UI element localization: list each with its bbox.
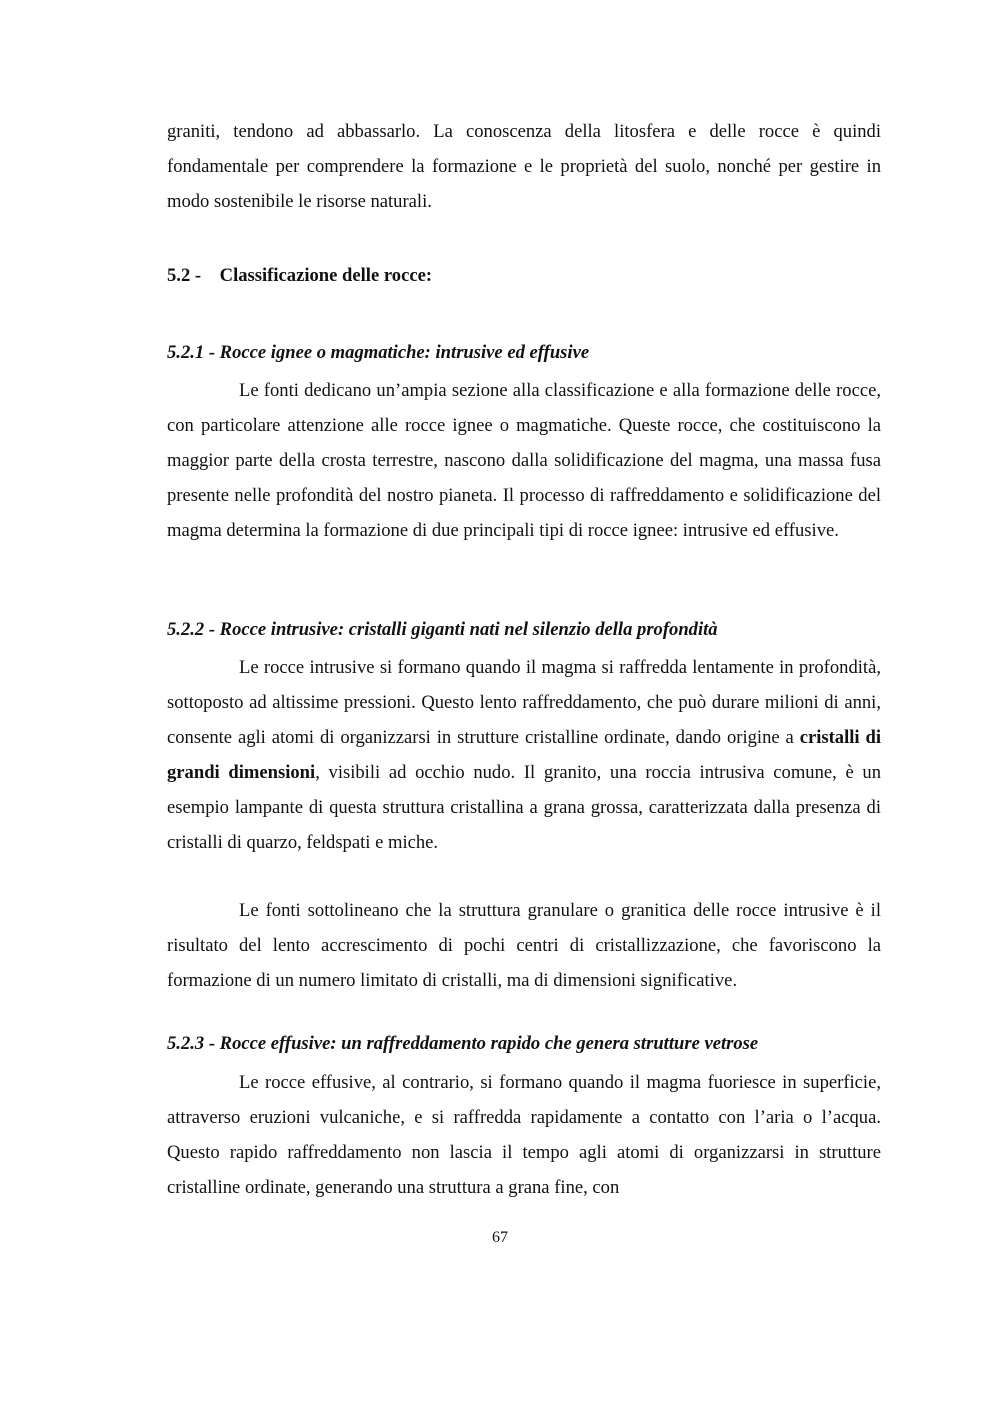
subsection-3-paragraph: Le rocce effusive, al contrario, si formano quando il magma fuoriesce in superficie, attraverso eruzioni vulcaniche, e si raffredda rapidamente a contatto con l’aria o l’acqua. Questo rapido raffreddamento non lascia il tempo agli atomi di organizzarsi in strutture cristalline ordinate, generando una struttura a grana fine, con [167,1072,881,1198]
subsection-2-paragraph-2: Le fonti sottolineano che la struttura granulare o granitica delle rocce intrusive è il risultato del lento accrescimento di pochi centri di cristallizzazione, che favoriscono la formazione di un numero limitato di cristalli, ma di dimensioni significative. [167,900,881,991]
subsection-1-paragraph: Le fonti dedicano un’ampia sezione alla classificazione e alla formazione delle rocce, con particolare attenzione alle rocce ignee o magmatiche. Queste rocce, che costituiscono la maggior parte della crosta terrestre, nascono dalla solidificazione del magma, una massa fusa presente nelle profondità del nostro pianeta. Il processo di raffreddamento e solidificazione del magma determina la formazione di due principali tipi di rocce ignee: intrusive ed effusive. [167,380,881,541]
subsection-2-paragraph-1 [167,650,881,860]
subsection-heading-3: 5.2.3 - Rocce effusive: un raffreddamento rapido che genera strutture vetrose [167,1033,759,1054]
section-heading [167,258,881,293]
bold-phrase: cristalli di grandi dimensioni [167,727,881,783]
paragraph-text: Le rocce intrusive si formano quando il magma si raffredda lentamente in profondità, sottoposto ad altissime pressioni. Questo lento raffreddamento, che può durare milioni di anni, consente agli atomi di organizzarsi in strutture cristalline ordinate, dando origine a [167,657,881,748]
subsection-heading-1: 5.2.1 - Rocce ignee o magmatiche: intrusive ed effusive [167,342,590,363]
paragraph-text: , visibili ad occhio nudo. Il granito, una roccia intrusiva comune, è un esempio lampante di questa struttura cristallina a grana grossa, caratterizzata dalla presenza di cristalli di quarzo, feldspati e miche. [167,762,881,853]
section-title: Classificazione delle rocce: [219,265,433,286]
subsection-heading-2: 5.2.2 - Rocce intrusive: cristalli giganti nati nel silenzio della profondità [167,619,718,640]
section-number: 5.2 - [167,265,202,286]
intro-paragraph: graniti, tendono ad abbassarlo. La conoscenza della litosfera e delle rocce è quindi fondamentale per comprendere la formazione e le proprietà del suolo, nonché per gestire in modo sostenibile le risorse naturali. [167,121,881,212]
page-number: 67 [492,1229,508,1246]
